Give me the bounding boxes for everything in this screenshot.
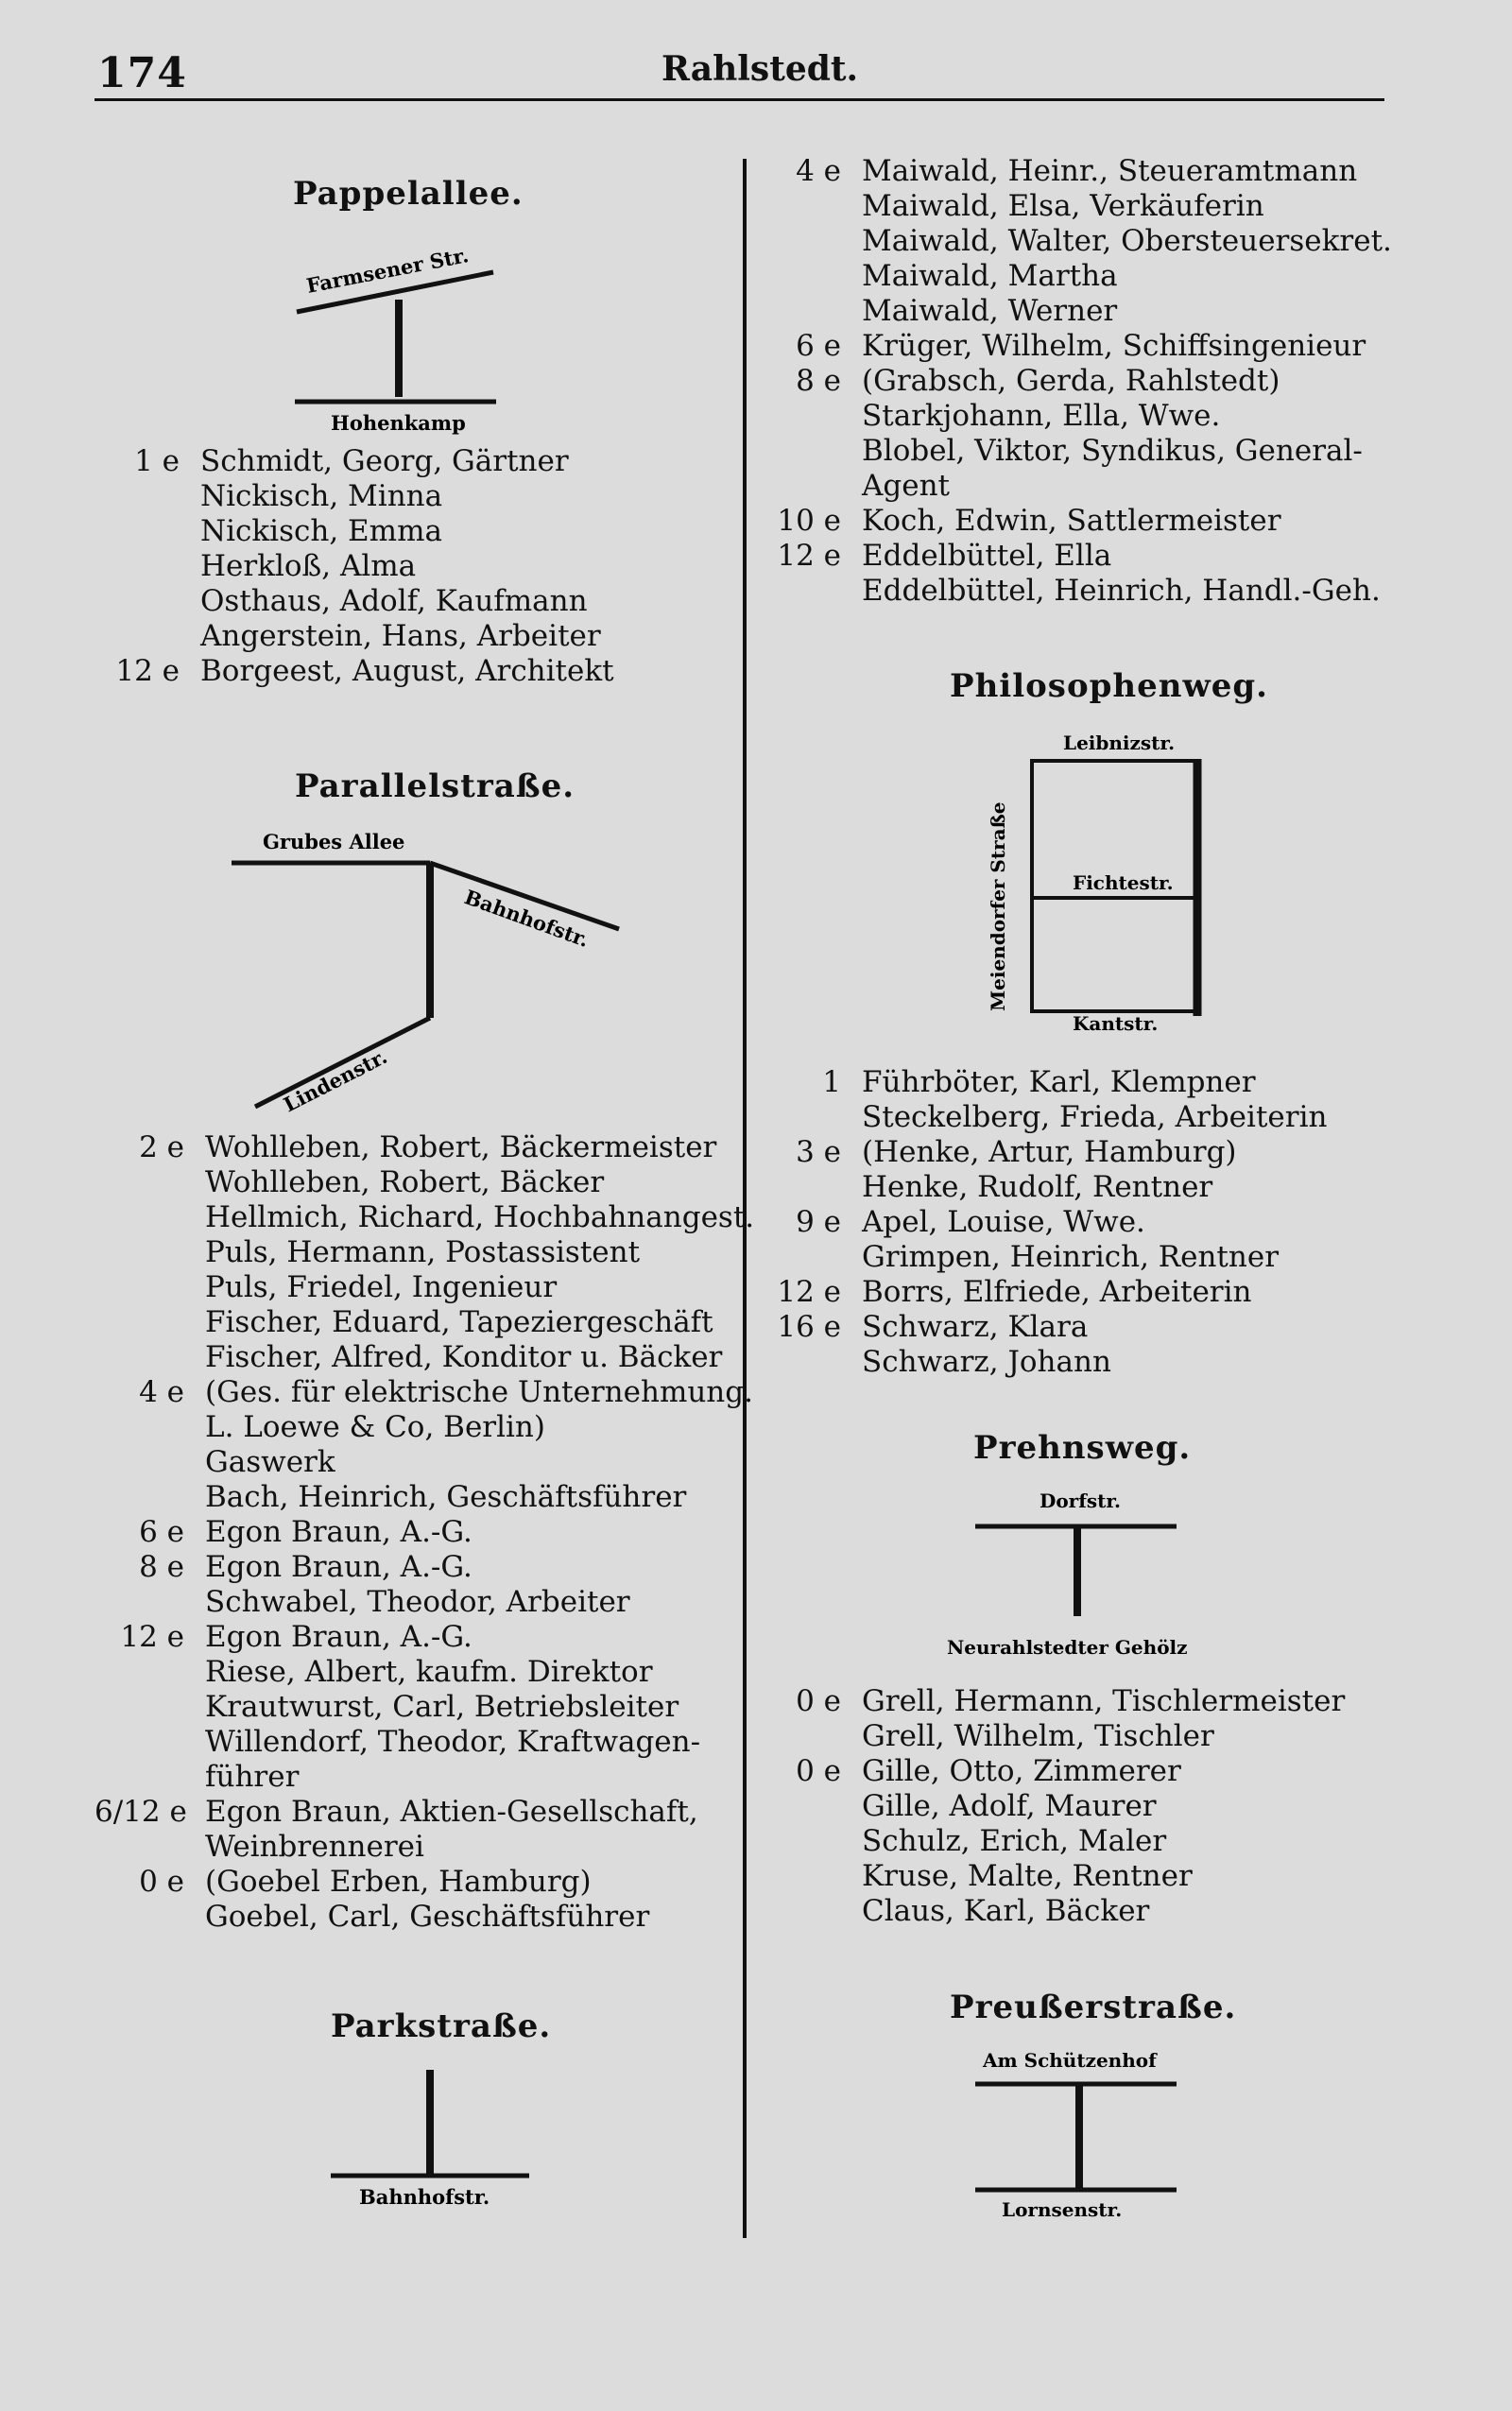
map-label-bottom: Kantstr. <box>1073 1012 1159 1035</box>
house-number: 12 e <box>777 539 841 573</box>
resident-text: Puls, Friedel, Ingenieur <box>205 1270 558 1304</box>
map-label-bottom: Hohenkamp <box>331 411 466 435</box>
map-label-top: Farmsener Str. <box>304 243 471 298</box>
map-label-top: Grubes Allee <box>263 830 405 853</box>
resident-text: Schmidt, Georg, Gärtner <box>200 444 569 478</box>
resident-text: Kruse, Malte, Rentner <box>862 1859 1193 1893</box>
resident-text: Maiwald, Martha <box>862 259 1118 293</box>
resident-text: Schwarz, Klara <box>862 1310 1089 1344</box>
resident-text: Gille, Otto, Zimmerer <box>862 1754 1181 1788</box>
resident-text: Egon Braun, Aktien-Gesellschaft, <box>205 1795 698 1829</box>
resident-text: führer <box>205 1760 300 1794</box>
resident-text: (Ges. für elektrische Unternehmung. <box>205 1375 753 1409</box>
resident-text: Schulz, Erich, Maler <box>862 1824 1167 1858</box>
house-number: 1 <box>822 1065 841 1099</box>
section-title-parkstrasse: Parkstraße. <box>331 2007 552 2045</box>
section-title-prehnsweg: Prehnsweg. <box>973 1429 1192 1467</box>
resident-text: Egon Braun, A.-G. <box>205 1550 472 1584</box>
resident-text: Maiwald, Heinr., Steueramtmann <box>862 154 1358 188</box>
resident-text: Eddelbüttel, Heinrich, Handl.-Geh. <box>862 574 1381 608</box>
resident-text: Grell, Hermann, Tischlermeister <box>862 1684 1346 1718</box>
map-label-bottom: Lindenstr. <box>279 1044 391 1117</box>
resident-text: Fischer, Eduard, Tapeziergeschäft <box>205 1305 713 1339</box>
house-number: 0 e <box>796 1684 841 1718</box>
resident-text: Schwabel, Theodor, Arbeiter <box>205 1585 630 1619</box>
map-label-top: Am Schützenhof <box>983 2049 1157 2072</box>
street-map-preusserstrasse <box>964 2041 1210 2221</box>
house-number: 8 e <box>139 1550 184 1584</box>
resident-text: Weinbrennerei <box>205 1830 424 1864</box>
resident-text: (Goebel Erben, Hamburg) <box>205 1865 592 1899</box>
resident-text: Borrs, Elfriede, Arbeiterin <box>862 1275 1252 1309</box>
house-number: 10 e <box>777 504 841 538</box>
resident-text: Borgeest, August, Architekt <box>200 654 614 688</box>
map-label-bottom: Lornsenstr. <box>1002 2198 1123 2221</box>
street-map-pappelallee <box>284 241 510 439</box>
resident-text: Nickisch, Emma <box>200 514 442 548</box>
resident-text: Steckelberg, Frieda, Arbeiterin <box>862 1100 1328 1134</box>
house-number: 6 e <box>796 329 841 363</box>
map-label-bottom: Neurahlstedter Gehölz <box>947 1636 1188 1659</box>
section-title-philosophenweg: Philosophenweg. <box>950 667 1268 705</box>
resident-text: Goebel, Carl, Geschäftsführer <box>205 1900 650 1934</box>
map-label-top: Leibnizstr. <box>1063 732 1176 754</box>
street-map-parallelstrasse <box>217 818 633 1125</box>
resident-text: Blobel, Viktor, Syndikus, General- <box>862 434 1363 468</box>
house-number: 4 e <box>796 154 841 188</box>
resident-text: Grell, Wilhelm, Tischler <box>862 1719 1214 1753</box>
house-number: 12 e <box>777 1275 841 1309</box>
resident-text: Riese, Albert, kaufm. Direktor <box>205 1655 653 1689</box>
house-number: 0 e <box>139 1865 184 1899</box>
house-number: 1 e <box>134 444 180 478</box>
house-number: 2 e <box>139 1130 184 1164</box>
resident-text: Hellmich, Richard, Hochbahnangest. <box>205 1200 755 1234</box>
street-map-philosophenweg <box>978 723 1243 1035</box>
map-label-middle: Fichtestr. <box>1073 871 1174 894</box>
resident-text: Henke, Rudolf, Rentner <box>862 1170 1213 1204</box>
resident-text: Apel, Louise, Wwe. <box>862 1205 1145 1239</box>
resident-text: L. Loewe & Co, Berlin) <box>205 1410 545 1444</box>
house-number: 16 e <box>777 1310 841 1344</box>
house-number: 6 e <box>139 1515 184 1549</box>
resident-text: Agent <box>862 469 950 503</box>
house-number: 9 e <box>796 1205 841 1239</box>
house-number: 12 e <box>120 1620 184 1654</box>
resident-text: Koch, Edwin, Sattlermeister <box>862 504 1281 538</box>
map-label-right: Bahnhofstr. <box>461 885 593 952</box>
resident-text: Krüger, Wilhelm, Schiffsingenieur <box>862 329 1366 363</box>
street-map-parkstrasse <box>321 2065 548 2216</box>
map-label-top: Dorfstr. <box>1040 1490 1121 1512</box>
house-number: 6/12 e <box>94 1795 187 1829</box>
resident-text: Egon Braun, A.-G. <box>205 1620 472 1654</box>
resident-text: Gaswerk <box>205 1445 335 1479</box>
resident-text: Maiwald, Walter, Obersteuersekret. <box>862 224 1392 258</box>
street-map-prehnsweg <box>936 1484 1238 1659</box>
resident-text: Maiwald, Elsa, Verkäuferin <box>862 189 1264 223</box>
resident-text: Krautwurst, Carl, Betriebsleiter <box>205 1690 679 1724</box>
map-label-bottom: Bahnhofstr. <box>359 2185 490 2209</box>
resident-text: Wohlleben, Robert, Bäckermeister <box>205 1130 717 1164</box>
resident-text: Grimpen, Heinrich, Rentner <box>862 1240 1280 1274</box>
resident-text: Wohlleben, Robert, Bäcker <box>205 1165 605 1199</box>
resident-text: Nickisch, Minna <box>200 479 443 513</box>
resident-text: Herkloß, Alma <box>200 549 417 583</box>
resident-text: Claus, Karl, Bäcker <box>862 1894 1150 1928</box>
resident-text: Fischer, Alfred, Konditor u. Bäcker <box>205 1340 723 1374</box>
resident-text: (Grabsch, Gerda, Rahlstedt) <box>862 364 1280 398</box>
running-head: Rahlstedt. <box>662 49 859 89</box>
section-title-preusserstrasse: Preußerstraße. <box>950 1989 1237 2026</box>
header-rule <box>94 98 1384 101</box>
section-title-parallelstrasse: Parallelstraße. <box>295 767 576 805</box>
house-number: 8 e <box>796 364 841 398</box>
resident-text: Osthaus, Adolf, Kaufmann <box>200 584 588 618</box>
column-divider <box>743 159 747 2238</box>
resident-text: Willendorf, Theodor, Kraftwagen- <box>205 1725 701 1759</box>
house-number: 4 e <box>139 1375 184 1409</box>
section-title-pappelallee: Pappelallee. <box>293 175 524 213</box>
page-header <box>0 0 1512 113</box>
house-number: 12 e <box>115 654 180 688</box>
page-number: 174 <box>97 49 187 97</box>
resident-text: Maiwald, Werner <box>862 294 1118 328</box>
resident-text: Puls, Hermann, Postassistent <box>205 1235 641 1269</box>
resident-text: (Henke, Artur, Hamburg) <box>862 1135 1237 1169</box>
map-label-left: Meiendorfer Straße <box>987 801 1009 1011</box>
resident-text: Eddelbüttel, Ella <box>862 539 1112 573</box>
resident-text: Führböter, Karl, Klempner <box>862 1065 1256 1099</box>
resident-text: Bach, Heinrich, Geschäftsführer <box>205 1480 687 1514</box>
house-number: 0 e <box>796 1754 841 1788</box>
resident-text: Egon Braun, A.-G. <box>205 1515 472 1549</box>
resident-text: Gille, Adolf, Maurer <box>862 1789 1157 1823</box>
house-number: 3 e <box>796 1135 841 1169</box>
resident-text: Starkjohann, Ella, Wwe. <box>862 399 1221 433</box>
resident-text: Schwarz, Johann <box>862 1345 1111 1379</box>
resident-text: Angerstein, Hans, Arbeiter <box>200 619 601 653</box>
